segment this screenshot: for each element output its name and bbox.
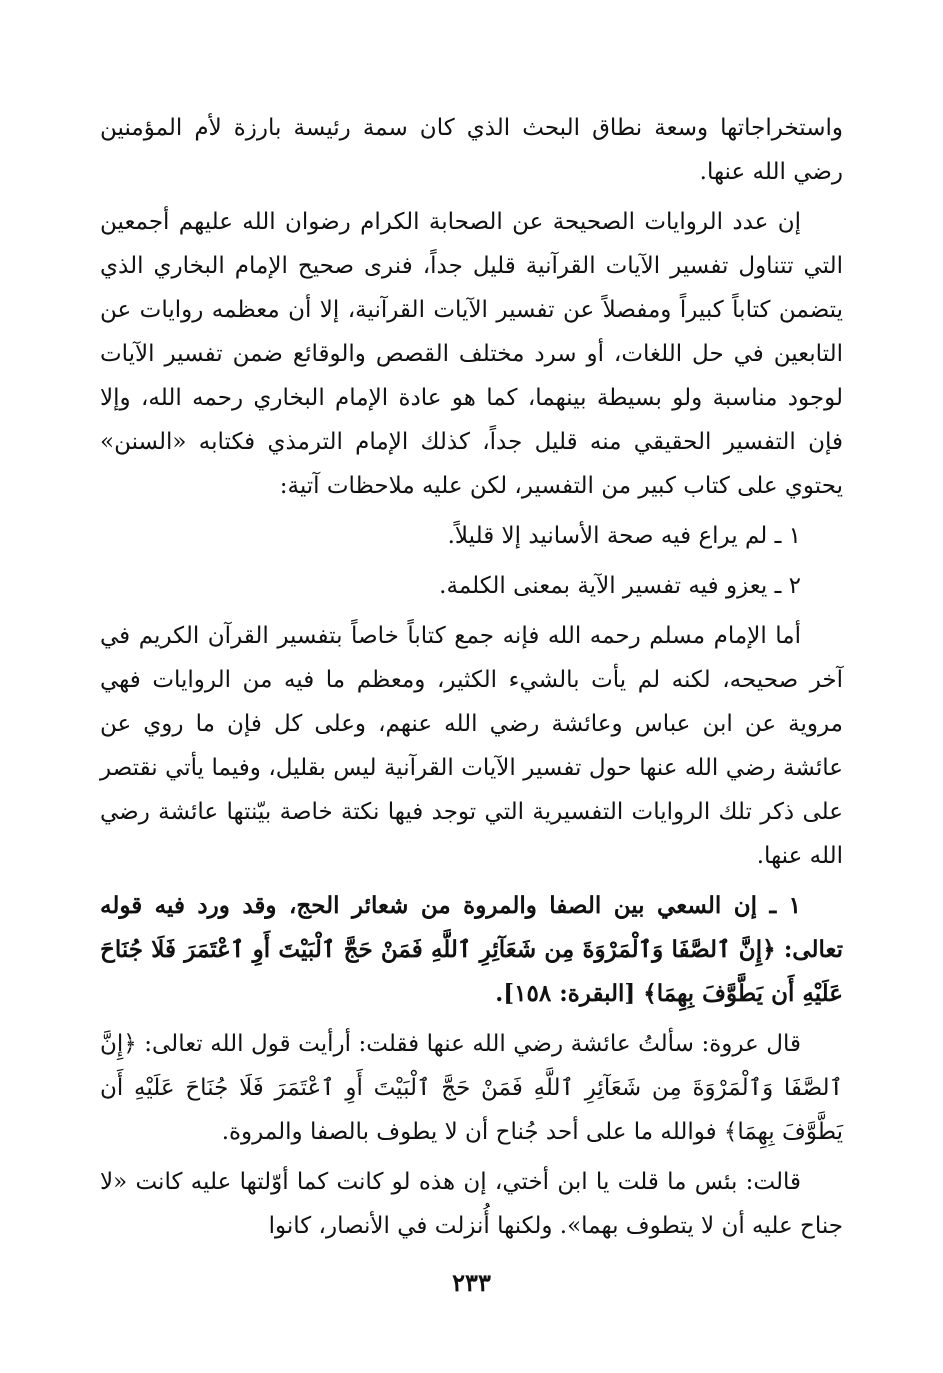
body-paragraph: أما الإمام مسلم رحمه الله فإنه جمع كتاباً خاصاً بتفسير القرآن الكريم في آخر صحيحه، لكنه لم يأت بالشيء الكثير، ومعظم ما فيه من الروايات فهي مروية عن ابن عباس وعائشة رضي الله عنهم، وعلى كل فإن ما روي عن عائشة رضي الله عنها حول تفسير الآيات القرآنية ليس بقليل، وفيما يأتي نقتصر على ذكر تلك الروايات التفسيرية التي توجد فيها نكتة خاصة بيّنتها عائشة رضي الله عنها. (100, 623, 843, 869)
body-paragraph: قالت: بئس ما قلت يا ابن أختي، إن هذه لو كانت كما أوّلتها عليه كانت «لا جناح عليه أن لا يتطوف بهما». ولكنها أُنزلت في الأنصار، كانوا (100, 1169, 843, 1239)
body-paragraph: إن عدد الروايات الصحيحة عن الصحابة الكرام رضوان الله عليهم أجمعين التي تتناول تفسير الآيات القرآنية قليل جداً، فنرى صحيح الإمام البخاري الذي يتضمن كتاباً كبيراً ومفصلاً عن تفسير الآيات القرآنية، إلا أن معظمه روايات عن التابعين في حل اللغات، أو سرد مختلف القصص والوقائع ضمن تفسير الآيات لوجود مناسبة ولو بسيطة بينهما، كما هو عادة الإمام البخاري رحمه الله، وإلا فإن التفسير الحقيقي منه قليل جداً، كذلك الإمام الترمذي فكتابه «السنن» يحتوي على كتاب كبير من التفسير، لكن عليه ملاحظات آتية: (100, 209, 843, 499)
continuation-paragraph: واستخراجاتها وسعة نطاق البحث الذي كان سمة رئيسة بارزة لأم المؤمنين رضي الله عنها. (100, 115, 843, 185)
page-number: ٢٣٣ (452, 1268, 491, 1297)
section-heading-paragraph: ١ ـ إن السعي بين الصفا والمروة من شعائر الحج، وقد ورد فيه قوله تعالى: ﴿إِنَّ ٱلصَّفَا وَٱلْمَرْوَةَ مِن شَعَآئِرِ ٱللَّهِ فَمَنْ حَجَّ ٱلْبَيْتَ أَوِ ٱعْتَمَرَ فَلَا جُنَاحَ عَلَيْهِ أَن يَطَّوَّفَ بِهِمَا﴾ [البقرة: ١٥٨]. (100, 892, 843, 1007)
list-item: ١ ـ لم يراع فيه صحة الأسانيد إلا قليلاً. (447, 523, 801, 549)
body-paragraph: قال عروة: سألتُ عائشة رضي الله عنها فقلت: أرأيت قول الله تعالى: ﴿إِنَّ ٱلصَّفَا وَٱلْمَرْوَةَ مِن شَعَآئِرِ ٱللَّهِ فَمَنْ حَجَّ ٱلْبَيْتَ أَوِ ٱعْتَمَرَ فَلَا جُنَاحَ عَلَيْهِ أَن يَطَّوَّفَ بِهِمَا﴾ فوالله ما على أحد جُناح أن لا يطوف بالصفا والمروة. (100, 1031, 843, 1145)
list-item: ٢ ـ يعزو فيه تفسير الآية بمعنى الكلمة. (439, 573, 801, 599)
page-body (100, 106, 843, 1313)
